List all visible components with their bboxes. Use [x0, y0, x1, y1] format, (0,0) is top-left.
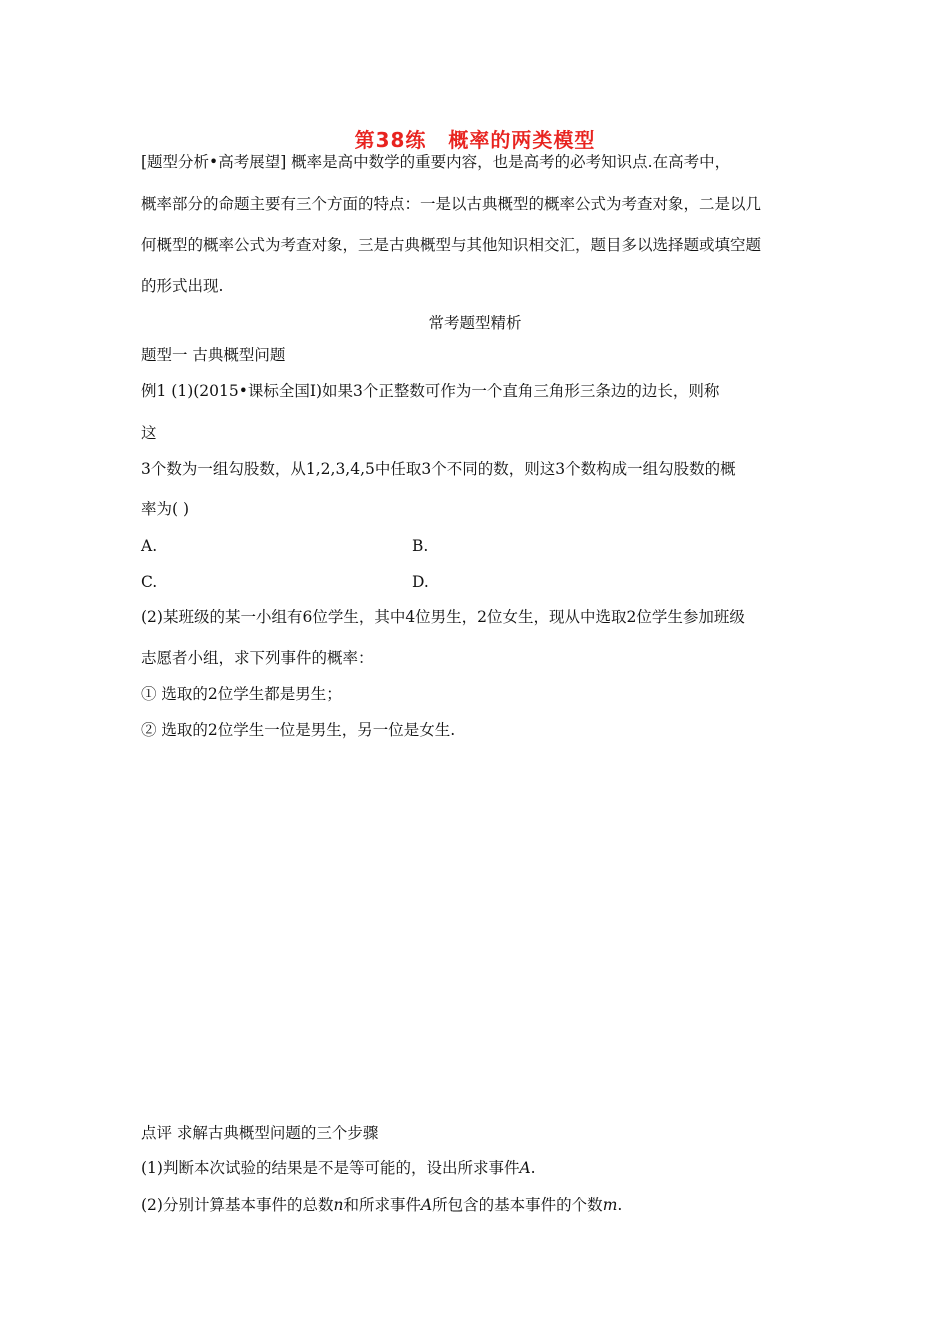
step2-variable-n: n — [333, 1196, 344, 1214]
step1-text: (1)判断本次试验的结果是不是等可能的，设出所求事件 — [141, 1159, 520, 1177]
part2-item-1: ① 选取的2位学生都是男生； — [141, 685, 342, 703]
example1-line-3: 3个数为一组勾股数，从1,2,3,4,5中任取3个不同的数，则这3个数构成一组勾股数的概 — [141, 460, 736, 478]
step2-text-mid2: 所包含的基本事件的个数 — [432, 1196, 603, 1214]
type1-heading: 题型一 古典概型问题 — [141, 346, 286, 364]
comment-step-2 — [141, 1195, 622, 1215]
part2-line-1: (2)某班级的某一小组有6位学生，其中4位男生，2位女生，现从中选取2位学生参加班级 — [141, 608, 745, 626]
intro-line-3: 何概型的概率公式为考查对象，三是古典概型与其他知识相交汇，题目多以选择题或填空题 — [141, 236, 762, 254]
example1-line-1: 例1 (1)(2015•课标全国Ⅰ)如果3个正整数可作为一个直角三角形三条边的边长，则称 — [141, 382, 720, 400]
intro-line-2: 概率部分的命题主要有三个方面的特点：一是以古典概型的概率公式为考查对象，二是以几 — [141, 195, 762, 213]
option-d: D. — [412, 573, 429, 591]
part2-line-2: 志愿者小组，求下列事件的概率： — [141, 649, 374, 667]
step2-text: (2)分别计算基本事件的总数 — [141, 1196, 334, 1214]
step1-variable: A — [519, 1159, 531, 1177]
step2-variable-a: A — [420, 1196, 433, 1214]
option-c: C. — [141, 573, 158, 591]
page-title — [0, 124, 950, 153]
comment-heading: 点评 求解古典概型问题的三个步骤 — [141, 1124, 379, 1142]
intro-line-4: 的形式出现. — [141, 277, 224, 295]
section-heading: 常考题型精析 — [428, 314, 522, 332]
option-a: A. — [141, 537, 158, 555]
step1-end: . — [530, 1159, 536, 1177]
title-number: 第38练 — [354, 128, 427, 152]
step2-text-mid: 和所求事件 — [343, 1196, 421, 1214]
title-name: 概率的两类模型 — [448, 128, 596, 152]
comment-step-1 — [141, 1158, 536, 1178]
option-b: B. — [412, 537, 429, 555]
example1-line-2: 这 — [141, 424, 157, 442]
step2-end: . — [617, 1196, 623, 1214]
part2-item-2: ② 选取的2位学生一位是男生，另一位是女生. — [141, 721, 456, 739]
example1-line-4: 率为( ) — [141, 500, 190, 518]
intro-line-1: [题型分析•高考展望] 概率是高中数学的重要内容，也是高考的必考知识点.在高考中， — [141, 153, 731, 171]
step2-variable-m: m — [602, 1196, 618, 1214]
